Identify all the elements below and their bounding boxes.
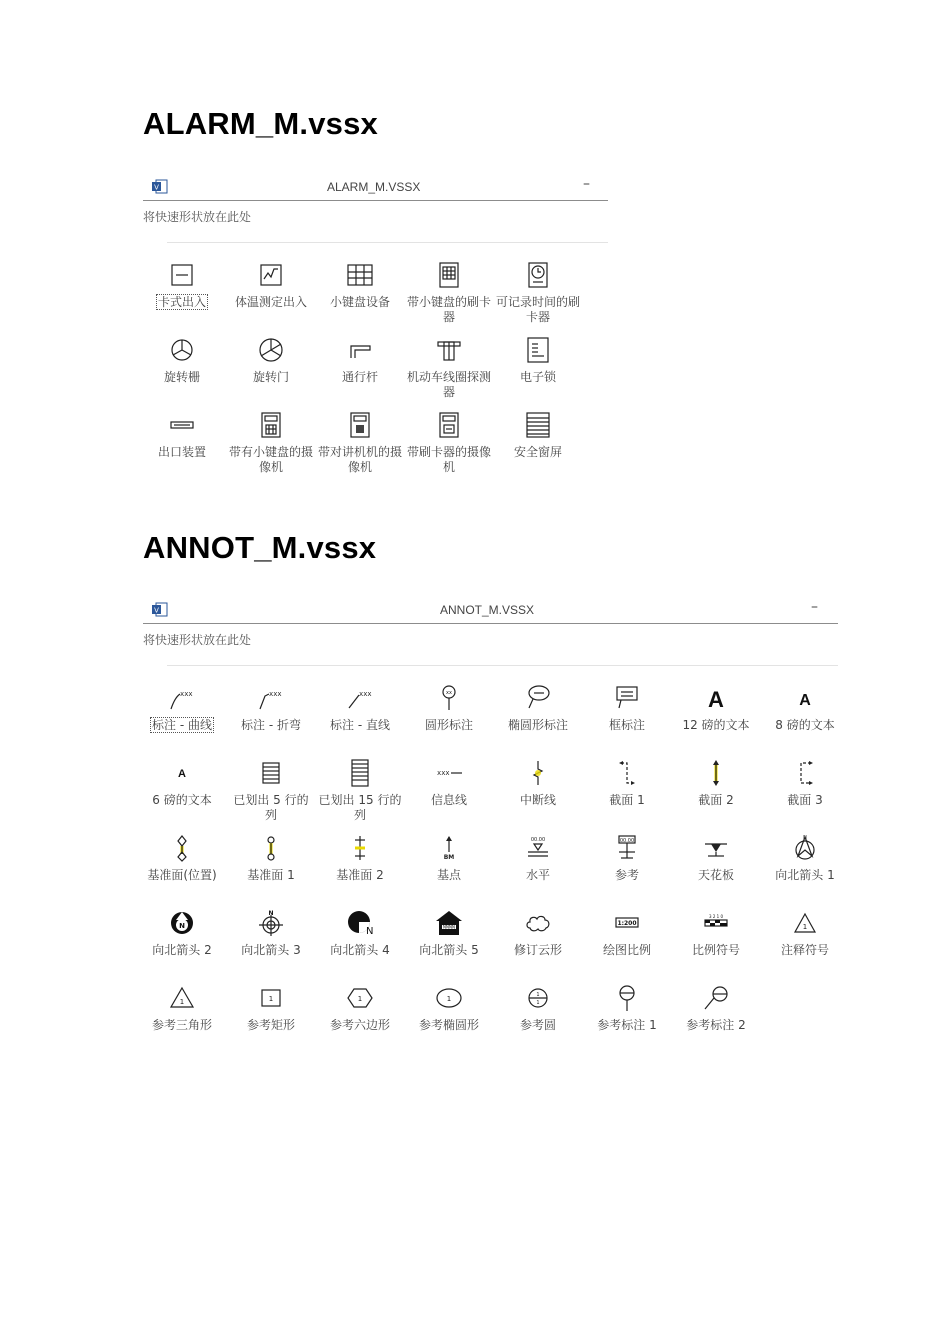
shape-item[interactable] — [229, 984, 313, 1054]
svg-text:3 2 1 0: 3 2 1 0 — [709, 914, 723, 919]
shape-label: 12 磅的文本 — [682, 718, 750, 732]
card-reader-icon — [168, 261, 196, 289]
stencil-panel-alarm — [143, 178, 608, 488]
shape-item[interactable] — [407, 834, 491, 904]
text-6pt-icon — [168, 759, 196, 787]
shape-item[interactable] — [585, 984, 669, 1054]
shape-label: 中断线 — [519, 793, 556, 807]
shape-item[interactable] — [229, 684, 313, 754]
quick-shapes-drop-hint: 将快速形状放在此处 — [143, 633, 252, 647]
shape-label: 出口装置 — [157, 445, 206, 459]
shape-label: 参考三角形 — [151, 1018, 212, 1032]
shape-label: 修订云形 — [513, 943, 562, 957]
svg-text:1: 1 — [536, 992, 540, 998]
ruled-5-rows-icon — [257, 759, 285, 787]
reference-callout-1-icon — [613, 984, 641, 1012]
shape-item[interactable] — [674, 984, 758, 1054]
shape-item[interactable] — [496, 759, 580, 829]
revolving-door-icon — [257, 336, 285, 364]
datum-1-icon — [257, 834, 285, 862]
shape-item[interactable] — [496, 261, 580, 331]
keypad-card-reader-icon — [435, 261, 463, 289]
svg-text:V: V — [154, 606, 159, 615]
shape-item[interactable] — [585, 684, 669, 754]
shape-item[interactable] — [140, 834, 224, 904]
shape-label: 旋转栅 — [163, 370, 200, 384]
shape-label: 水平 — [525, 868, 550, 882]
callout-curve-icon — [168, 684, 196, 712]
security-screen-icon — [524, 411, 552, 439]
shape-item[interactable] — [585, 759, 669, 829]
shape-label: 向北箭头 1 — [775, 868, 835, 882]
shape-item[interactable] — [763, 834, 847, 904]
base-point-icon — [435, 834, 463, 862]
shape-item[interactable] — [496, 684, 580, 754]
svg-text:1: 1 — [357, 995, 363, 1003]
shape-item[interactable] — [407, 909, 491, 979]
shape-item[interactable] — [674, 759, 758, 829]
shape-item[interactable] — [140, 684, 224, 754]
minimize-button[interactable]: – — [811, 599, 818, 615]
shape-item[interactable] — [585, 909, 669, 979]
shape-item[interactable] — [140, 984, 224, 1054]
shape-label: 向北箭头 2 — [152, 943, 212, 957]
stencil-title: ALARM_M.VSSX — [327, 180, 421, 194]
north-arrow-4-icon — [346, 909, 374, 937]
text-12pt-icon — [702, 684, 730, 712]
temperature-reader-icon — [257, 261, 285, 289]
shape-label: 卡式出入 — [157, 295, 206, 309]
shape-item[interactable] — [318, 411, 402, 481]
section-1-icon — [613, 759, 641, 787]
shape-item[interactable] — [318, 261, 402, 331]
shape-label: 基准面(位置) — [147, 868, 217, 882]
svg-text:BM: BM — [443, 854, 455, 861]
exit-device-icon — [168, 411, 196, 439]
shape-item[interactable] — [496, 336, 580, 406]
section-2-icon — [702, 759, 730, 787]
shape-item[interactable] — [407, 984, 491, 1054]
shape-label: 参考椭圆形 — [418, 1018, 479, 1032]
turnstile-icon — [168, 336, 196, 364]
stencil-titlebar[interactable] — [143, 601, 838, 624]
keypad-icon — [346, 261, 374, 289]
divider — [167, 242, 608, 243]
divider — [167, 665, 838, 666]
stencil-panel-annot — [143, 601, 838, 1041]
section-heading-alarm: ALARM_M.vssx — [143, 106, 378, 141]
shape-label: 框标注 — [608, 718, 645, 732]
revision-cloud-icon — [524, 909, 552, 937]
reference-ellipse-icon — [435, 984, 463, 1012]
shape-item[interactable] — [229, 336, 313, 406]
shape-label: 可记录时间的刷卡器 — [496, 295, 581, 324]
svg-text:NNNN: NNNN — [443, 924, 455, 930]
shape-label: 参考标注 1 — [597, 1018, 657, 1032]
reference-icon — [613, 834, 641, 862]
svg-text:N: N — [366, 926, 374, 937]
svg-text:xx: xx — [446, 690, 452, 696]
shape-item[interactable] — [318, 909, 402, 979]
shape-label: 参考六边形 — [329, 1018, 390, 1032]
svg-text:1: 1 — [446, 995, 452, 1003]
shape-item[interactable] — [318, 834, 402, 904]
ceiling-icon — [702, 834, 730, 862]
shape-item[interactable] — [407, 261, 491, 331]
break-line-icon — [524, 759, 552, 787]
visio-app-icon — [151, 602, 168, 617]
shape-item[interactable] — [229, 411, 313, 481]
svg-text:A: A — [178, 768, 186, 780]
north-arrow-5-icon — [435, 909, 463, 937]
oval-callout-icon — [524, 684, 552, 712]
shape-label: 基准面 1 — [247, 868, 295, 882]
circle-callout-icon — [435, 684, 463, 712]
shape-item[interactable] — [496, 834, 580, 904]
barrier-arm-icon — [346, 336, 374, 364]
datum-2-icon — [346, 834, 374, 862]
shape-label: 标注 - 直线 — [330, 718, 390, 732]
shape-item[interactable] — [229, 834, 313, 904]
svg-text:A: A — [708, 687, 724, 712]
reference-circle-icon — [524, 984, 552, 1012]
shape-item[interactable] — [407, 759, 491, 829]
svg-text:N: N — [268, 910, 274, 917]
svg-text:N: N — [179, 922, 185, 930]
text-8pt-icon — [791, 684, 819, 712]
shape-item[interactable] — [318, 759, 402, 829]
shape-label: 带有小键盘的摄像机 — [229, 445, 314, 474]
reference-rectangle-icon — [257, 984, 285, 1012]
camera-keypad-icon — [257, 411, 285, 439]
north-arrow-2-icon — [168, 909, 196, 937]
svg-text:1: 1 — [268, 995, 274, 1003]
shape-item[interactable] — [229, 909, 313, 979]
shape-label: 参考圆 — [519, 1018, 556, 1032]
svg-text:xxx: xxx — [437, 769, 450, 777]
reference-callout-2-icon — [702, 984, 730, 1012]
svg-text:V: V — [154, 183, 159, 192]
shape-label: 安全窗屏 — [513, 445, 562, 459]
shape-label: 信息线 — [430, 793, 467, 807]
svg-text:1: 1 — [536, 1000, 540, 1006]
shape-item[interactable] — [585, 834, 669, 904]
minimize-button[interactable]: – — [583, 176, 590, 192]
annotation-symbol-icon — [791, 909, 819, 937]
svg-text:00.00: 00.00 — [530, 837, 546, 843]
svg-text:1: 1 — [179, 998, 185, 1006]
shape-label: 向北箭头 5 — [419, 943, 479, 957]
box-callout-icon — [613, 684, 641, 712]
shape-item[interactable] — [140, 759, 224, 829]
shape-item[interactable] — [496, 909, 580, 979]
shape-item[interactable] — [140, 336, 224, 406]
shape-item[interactable] — [674, 684, 758, 754]
shape-item[interactable] — [407, 411, 491, 481]
shape-label: 带对讲机机的摄像机 — [318, 445, 403, 474]
level-icon — [524, 834, 552, 862]
ruled-15-rows-icon — [346, 759, 374, 787]
stencil-titlebar[interactable] — [143, 178, 608, 201]
shape-label: 标注 - 曲线 — [152, 718, 212, 732]
svg-text:1:200: 1:200 — [617, 920, 637, 927]
north-arrow-1-icon — [791, 834, 819, 862]
shape-label: 已划出 15 行的列 — [318, 793, 402, 822]
shape-label: 体温测定出入 — [234, 295, 307, 309]
shape-label: 参考 — [614, 868, 639, 882]
svg-text:A: A — [799, 692, 811, 709]
camera-intercom-icon — [346, 411, 374, 439]
shape-item[interactable] — [140, 411, 224, 481]
shape-label: 小键盘设备 — [329, 295, 390, 309]
shape-label: 椭圆形标注 — [507, 718, 568, 732]
shape-label: 圆形标注 — [424, 718, 473, 732]
shape-label: 6 磅的文本 — [152, 793, 212, 807]
shape-label: 标注 - 折弯 — [241, 718, 301, 732]
shape-item[interactable] — [763, 909, 847, 979]
svg-text:xxx: xxx — [359, 690, 372, 698]
shape-item[interactable] — [318, 984, 402, 1054]
svg-text:00.00: 00.00 — [619, 838, 635, 844]
vehicle-loop-detector-icon — [435, 336, 463, 364]
shape-label: 截面 3 — [787, 793, 823, 807]
shape-item[interactable] — [140, 261, 224, 331]
time-clock-reader-icon — [524, 261, 552, 289]
shape-label: 比例符号 — [691, 943, 740, 957]
shape-item[interactable] — [763, 684, 847, 754]
shape-item[interactable] — [674, 834, 758, 904]
shape-label: 8 磅的文本 — [775, 718, 835, 732]
shape-item[interactable] — [407, 336, 491, 406]
north-arrow-3-icon — [257, 909, 285, 937]
camera-card-reader-icon — [435, 411, 463, 439]
shape-item[interactable] — [318, 336, 402, 406]
shape-item[interactable] — [229, 759, 313, 829]
shape-label: 已划出 5 行的列 — [233, 793, 309, 822]
datum-position-icon — [168, 834, 196, 862]
reference-hexagon-icon — [346, 984, 374, 1012]
section-3-icon — [791, 759, 819, 787]
shape-label: 基点 — [436, 868, 461, 882]
shape-label: 截面 2 — [698, 793, 734, 807]
shape-item[interactable] — [674, 909, 758, 979]
info-line-icon — [435, 759, 463, 787]
svg-text:1: 1 — [802, 923, 808, 931]
electronic-lock-icon — [524, 336, 552, 364]
shape-label: 绘图比例 — [602, 943, 651, 957]
shape-label: 注释符号 — [780, 943, 829, 957]
callout-bent-icon — [257, 684, 285, 712]
shape-item[interactable] — [496, 411, 580, 481]
svg-text:N: N — [803, 835, 807, 841]
shape-label: 带小键盘的刷卡器 — [407, 295, 492, 324]
shape-item[interactable] — [229, 261, 313, 331]
drawing-scale-icon — [613, 909, 641, 937]
shape-label: 天花板 — [697, 868, 734, 882]
shape-label: 参考标注 2 — [686, 1018, 746, 1032]
shape-item[interactable] — [763, 759, 847, 829]
shape-label: 通行杆 — [341, 370, 378, 384]
reference-triangle-icon — [168, 984, 196, 1012]
shape-label: 向北箭头 3 — [241, 943, 301, 957]
shape-label: 旋转门 — [252, 370, 289, 384]
shape-label: 带刷卡器的摄像机 — [407, 445, 492, 474]
scale-symbol-icon — [702, 909, 730, 937]
stencil-title: ANNOT_M.VSSX — [440, 603, 535, 617]
shape-label: 向北箭头 4 — [330, 943, 390, 957]
callout-straight-icon — [346, 684, 374, 712]
shape-label: 基准面 2 — [336, 868, 384, 882]
visio-app-icon — [151, 179, 168, 194]
shape-label: 截面 1 — [609, 793, 645, 807]
shape-item[interactable] — [140, 909, 224, 979]
shape-label: 参考矩形 — [246, 1018, 295, 1032]
quick-shapes-drop-hint: 将快速形状放在此处 — [143, 210, 252, 224]
shape-label: 机动车线圈探测器 — [407, 370, 492, 399]
svg-text:xxx: xxx — [180, 690, 193, 698]
shape-label: 电子锁 — [519, 370, 556, 384]
shape-item[interactable] — [407, 684, 491, 754]
shape-item[interactable] — [496, 984, 580, 1054]
section-heading-annot: ANNOT_M.vssx — [143, 530, 377, 565]
shape-item[interactable] — [318, 684, 402, 754]
svg-text:xxx: xxx — [269, 690, 282, 698]
